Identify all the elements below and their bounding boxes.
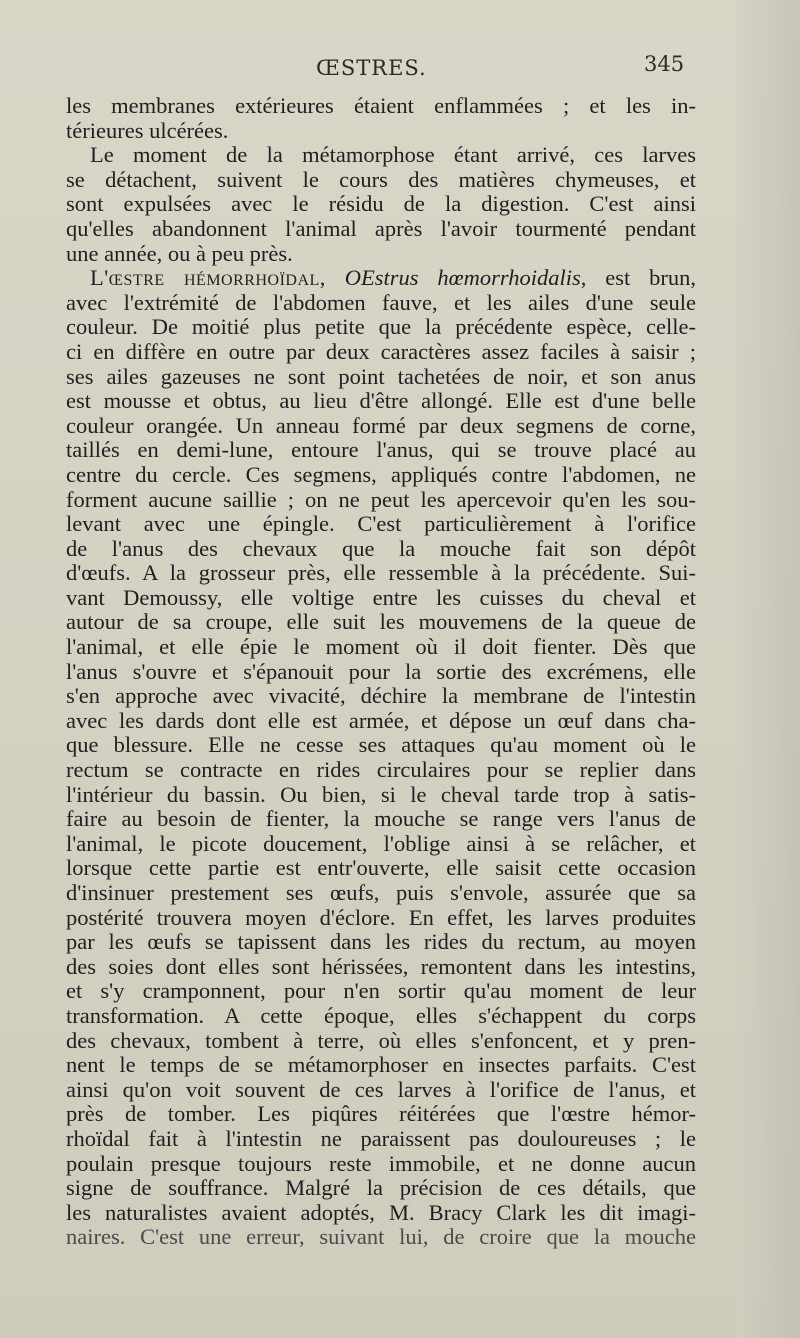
text-line: l'animal, le picote doucement, l'oblige ainsi à se relâcher, et xyxy=(66,831,696,856)
text-line: centre du cercle. Ces segmens, appliqués contre l'abdomen, ne xyxy=(66,462,696,487)
paragraph-start-line: Le moment de la métamorphose étant arrivé, ces larves xyxy=(90,143,696,168)
text-line: postérité trouvera moyen d'éclore. En effet, les larves produites xyxy=(66,905,696,930)
text-line: ci en diffère en outre par deux caractères assez faciles à saisir ; xyxy=(66,339,696,364)
text-line: rectum se contracte en rides circulaires pour se replier dans xyxy=(66,758,696,783)
text-line: les membranes extérieures étaient enflammées ; et les in- xyxy=(66,94,696,118)
text-line: des soies dont elles sont hérissées, remontent dans les intestins, xyxy=(66,954,696,979)
text-line: térieures ulcérées. xyxy=(66,118,229,143)
text-line: forment aucune saillie ; on ne peut les apercevoir qu'en les sou- xyxy=(66,487,696,512)
text-line: des chevaux, tombent à terre, où elles s'enfoncent, et y pren- xyxy=(66,1028,696,1053)
species-latin-name: OEstrus hœmorrhoidalis xyxy=(344,266,581,291)
text-line: de l'anus des chevaux que la mouche fait son dépôt xyxy=(66,536,696,561)
text-line: l'intérieur du bassin. Ou bien, si le cheval tarde trop à satis- xyxy=(66,782,696,807)
text-line: s'en approche avec vivacité, déchire la membrane de l'intestin xyxy=(66,684,696,709)
text-line: que blessure. Elle ne cesse ses attaques qu'au moment où le xyxy=(66,733,696,758)
text-line: signe de souffrance. Malgré la précision de ces détails, que xyxy=(66,1176,696,1201)
text-line: lorsque cette partie est entr'ouverte, elle saisit cette occasion xyxy=(66,856,696,881)
text-line: et s'y cramponnent, pour n'en sortir qu'au moment de leur xyxy=(66,979,696,1004)
species-heading-line xyxy=(66,266,696,291)
text-line: avec les dards dont elle est armée, et dépose un œuf dans cha- xyxy=(66,708,696,733)
body-text xyxy=(66,94,696,1250)
page-edge-shadow xyxy=(736,0,800,1338)
text-line: rhoïdal fait à l'intestin ne paraissent pas douloureuses ; le xyxy=(66,1126,696,1151)
text-line: d'œufs. A la grosseur près, elle ressemble à la précédente. Sui- xyxy=(66,561,696,586)
text-line: d'insinuer prestement ses œufs, puis s'envole, assurée que sa xyxy=(66,881,696,905)
text-line: les naturalistes avaient adoptés, M. Bracy Clark les dit imagi- xyxy=(66,1200,696,1225)
text-line: transformation. A cette époque, elles s'échappent du corps xyxy=(66,1003,696,1028)
species-name: L'œstre hémorrhoïdal, xyxy=(90,266,326,291)
text-line: près de tomber. Les piqûres réitérées que l'œstre hémor- xyxy=(66,1102,696,1127)
text-line: couleur. De moitié plus petite que la précédente espèce, celle- xyxy=(66,315,696,340)
text-line: qu'elles abandonnent l'animal après l'avoir tourmenté pendant xyxy=(66,216,696,241)
running-title: ŒSTRES. xyxy=(316,56,427,80)
text-line: par les œufs se tapissent dans les rides du rectum, au moyen xyxy=(66,930,696,955)
text-line: ses ailes gazeuses ne sont point tachetées de noir, et son anus xyxy=(66,364,696,389)
text-line: se détachent, suivent le cours des matières chymeuses, et xyxy=(66,167,696,192)
text-line: est mousse et obtus, au lieu d'être allongé. Elle est d'une belle xyxy=(66,389,696,414)
text-line: sont expulsées avec le résidu de la digestion. C'est ainsi xyxy=(66,192,696,217)
species-description-start: , est brun, xyxy=(580,266,696,291)
page-number: 345 xyxy=(644,52,685,76)
text-line: avec l'extrémité de l'abdomen fauve, et les ailes d'une seule xyxy=(66,290,696,315)
text-line: levant avec une épingle. C'est particulièrement à l'orifice xyxy=(66,512,696,537)
text-line: nent le temps de se métamorphoser en insectes parfaits. C'est xyxy=(66,1053,696,1078)
text-line: l'anus s'ouvre et s'épanouit pour la sortie des excrémens, elle xyxy=(66,659,696,684)
text-line: poulain presque toujours reste immobile, et ne donne aucun xyxy=(66,1151,696,1176)
text-line: ainsi qu'on voit souvent de ces larves à l'orifice de l'anus, et xyxy=(66,1077,696,1102)
page-header xyxy=(0,50,800,86)
text-line: faire au besoin de fienter, la mouche se range vers l'anus de xyxy=(66,807,696,832)
text-line: l'animal, et elle épie le moment où il doit fienter. Dès que xyxy=(66,635,696,660)
text-line-last: naires. C'est une erreur, suivant lui, de croire que la mouche xyxy=(66,1225,696,1250)
text-line: taillés en demi-lune, entoure l'anus, qui se trouve placé au xyxy=(66,438,696,463)
text-line: vant Demoussy, elle voltige entre les cuisses du cheval et xyxy=(66,585,696,610)
text-line: une année, ou à peu près. xyxy=(66,241,293,266)
text-line: autour de sa croupe, elle suit les mouvemens de la queue de xyxy=(66,610,696,635)
text-line: couleur orangée. Un anneau formé par deux segmens de corne, xyxy=(66,413,696,438)
